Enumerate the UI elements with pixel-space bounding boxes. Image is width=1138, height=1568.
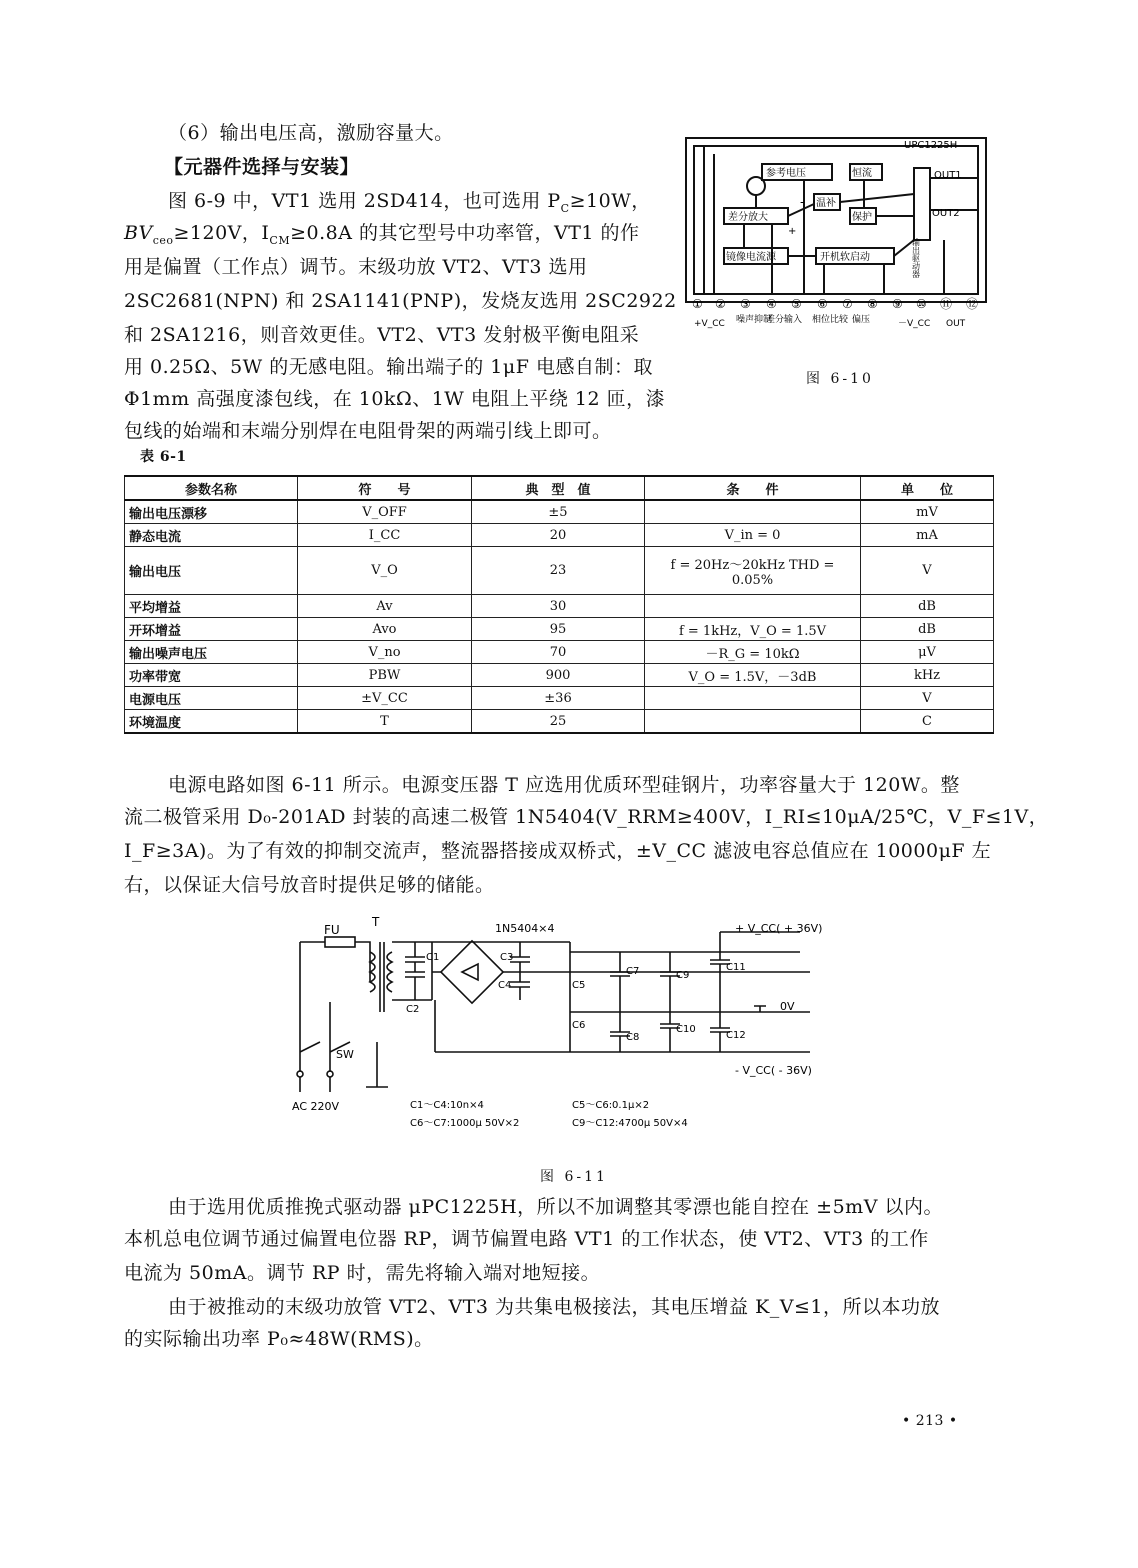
section-heading: 【元器件选择与安装】 [164, 156, 360, 178]
table-header-row [125, 476, 994, 500]
pin-5: ⑤ [791, 297, 802, 311]
cell-symbol: Av [298, 595, 472, 618]
cell-condition: －R_G = 10kΩ [645, 641, 861, 664]
cell-condition [645, 687, 861, 710]
figure-6-11-power-supply [280, 912, 860, 1134]
note-c6-c7: C6～C7:1000μ 50V×2 [410, 1118, 520, 1129]
table-row [125, 524, 994, 547]
p3-line-3: 电流为 50mA。调节 RP 时，需先将输入端对地短接。 [124, 1262, 601, 1284]
block-constant-current: 恒流 [852, 168, 872, 179]
label-c6: C6 [572, 1020, 586, 1031]
chip-label: UPC1225H [904, 140, 958, 151]
pin-label-phase: 相位比较 [812, 315, 849, 325]
label-c5: C5 [572, 980, 586, 991]
table-caption: 表 6-1 [140, 449, 187, 465]
cell-typical: 30 [472, 595, 645, 618]
text-line-8: 用 0.25Ω、5W 的无感电阻。输出端子的 1μF 电感自制：取 [124, 356, 653, 378]
label-c12: C12 [726, 1030, 746, 1041]
cell-name: 环境温度 [125, 710, 298, 734]
col-header-name: 参数名称 [125, 476, 298, 500]
cell-unit: mA [861, 524, 994, 547]
label-sw: SW [336, 1048, 354, 1061]
p2-line-4: 右，以保证大信号放音时提供足够的储能。 [124, 874, 495, 896]
p2-line-3: I_F≥3A)。为了有效的抑制交流声，整流器搭接成双桥式，±V_CC 滤波电容总值应在 10000μF 左 [124, 840, 992, 862]
cell-condition: V_O = 1.5V，－3dB [645, 664, 861, 687]
label-c10: C10 [676, 1024, 696, 1035]
cell-symbol: V_no [298, 641, 472, 664]
figure-6-10-caption: 图 6-10 [806, 371, 874, 387]
label-0v: 0V [780, 1000, 795, 1013]
out2-label: OUT2 [932, 208, 960, 219]
label-c9: C9 [676, 970, 690, 981]
block-protection: 保护 [852, 212, 872, 223]
label-c8: C8 [626, 1032, 640, 1043]
table-row [125, 641, 994, 664]
pin-label-diff-in: 差分输入 [766, 315, 803, 325]
p4-line-2: 的实际输出功率 P₀≈48W(RMS)。 [124, 1328, 434, 1350]
cell-symbol: PBW [298, 664, 472, 687]
cell-unit: C [861, 710, 994, 734]
block-soft-start: 开机软启动 [820, 252, 870, 263]
cell-unit: dB [861, 595, 994, 618]
cell-typical: ±5 [472, 500, 645, 524]
pin-3: ③ [740, 297, 751, 311]
pin-10: ⑩ [916, 297, 927, 311]
cell-typical: 23 [472, 547, 645, 595]
cell-condition: f = 1kHz，V_O = 1.5V [645, 618, 861, 641]
block-temp-comp: 温补 [816, 198, 836, 209]
table-row [125, 595, 994, 618]
table-row [125, 687, 994, 710]
plus-sign: + [788, 226, 797, 237]
figure-6-10-block-diagram [684, 134, 994, 344]
label-c2: C2 [406, 1004, 420, 1015]
text-line-10: 包线的始端和末端分别焊在电阻骨架的两端引线上即可。 [124, 420, 612, 442]
col-header-symbol: 符 号 [298, 476, 472, 500]
table-row [125, 710, 994, 734]
text-line-7: 和 2SA1216，则音效更佳。VT2、VT3 发射极平衡电阻采 [124, 324, 640, 346]
label-c7: C7 [626, 966, 640, 977]
pin-label-vcc-minus: －V_CC [898, 319, 931, 329]
out1-label: OUT1 [934, 170, 962, 181]
cell-symbol: T [298, 710, 472, 734]
cell-symbol: V_OFF [298, 500, 472, 524]
label-bridge: 1N5404×4 [495, 922, 555, 935]
cell-unit: V [861, 547, 994, 595]
table-row [125, 500, 994, 524]
label-vcc-plus: + V_CC( + 36V) [735, 922, 823, 935]
pin-1: ① [692, 297, 703, 311]
cell-unit: mV [861, 500, 994, 524]
block-ref-voltage: 参考电压 [766, 168, 806, 179]
label-c11: C11 [726, 962, 746, 973]
cell-symbol: I_CC [298, 524, 472, 547]
cell-typical: 95 [472, 618, 645, 641]
p3-line-1: 由于选用优质推挽式驱动器 μPC1225H，所以不加调整其零漂也能自控在 ±5mV 以内。 [168, 1196, 943, 1218]
pin-label-vcc-plus: +V_CC [694, 319, 725, 329]
cell-symbol: ±V_CC [298, 687, 472, 710]
note-c1-c4: C1～C4:10n×4 [410, 1100, 484, 1111]
cell-condition [645, 500, 861, 524]
label-vcc-minus: - V_CC( - 36V) [735, 1064, 812, 1077]
cell-name: 输出电压 [125, 547, 298, 595]
cell-typical: ±36 [472, 687, 645, 710]
label-c1: C1 [426, 952, 440, 963]
text-line-3: 图 6-9 中，VT1 选用 2SD414，也可选用 $P_C\ge 10W$， [168, 190, 651, 215]
note-c9-c12: C9～C12:4700μ 50V×4 [572, 1118, 688, 1129]
pin-4: ④ [766, 297, 777, 311]
block-diff-amp: 差分放大 [728, 212, 768, 223]
table-row [125, 547, 994, 595]
page-number: • 213 • [902, 1413, 958, 1429]
pin-label-out: OUT [946, 319, 966, 329]
cell-name: 输出电压漂移 [125, 500, 298, 524]
pin-8: ⑧ [867, 297, 878, 311]
pin-9: ⑨ [892, 297, 903, 311]
cell-unit: μV [861, 641, 994, 664]
cell-name: 电源电压 [125, 687, 298, 710]
cell-symbol: Avo [298, 618, 472, 641]
pin-label-bias: 偏压 [852, 315, 871, 325]
pin-7: ⑦ [842, 297, 853, 311]
block-output-driver: 输出驱动器 [911, 238, 921, 278]
col-header-unit: 单 位 [861, 476, 994, 500]
cell-name: 功率带宽 [125, 664, 298, 687]
p2-line-1: 电源电路如图 6-11 所示。电源变压器 T 应选用优质环型硅钢片，功率容量大于 120W。整 [168, 774, 960, 796]
label-ac: AC 220V [292, 1100, 340, 1113]
note-c5-c6: C5～C6:0.1μ×2 [572, 1100, 650, 1111]
cell-unit: V [861, 687, 994, 710]
cell-unit: kHz [861, 664, 994, 687]
minus-sign: - [800, 195, 805, 209]
text-line-5: 用是偏置（工作点）调节。末级功放 VT2、VT3 选用 [124, 256, 588, 278]
cell-condition: f = 20Hz～20kHz THD = 0.05% [645, 547, 861, 595]
spec-table [124, 475, 994, 734]
cell-name: 静态电流 [125, 524, 298, 547]
label-fu: FU [324, 923, 340, 937]
label-c4: C4 [498, 980, 512, 991]
table-row [125, 618, 994, 641]
figure-6-11-caption: 图 6-11 [540, 1169, 608, 1185]
pin-6: ⑥ [817, 297, 828, 311]
pin-12: ⑫ [966, 297, 979, 311]
cell-name: 输出噪声电压 [125, 641, 298, 664]
pin-label-noise: 噪声抑制 [736, 315, 773, 325]
block-current-mirror: 镜像电流源 [726, 252, 776, 263]
label-t: T [372, 915, 380, 929]
text-line-4: $BV_{ceo}\ge 120V$，$I_{CM}\ge 0.8A$ 的其它型号中功率管，VT1 的作 [124, 222, 640, 247]
cell-typical: 25 [472, 710, 645, 734]
cell-typical: 20 [472, 524, 645, 547]
p2-line-2: 流二极管采用 D₀-201AD 封装的高速二极管 1N5404(V_RRM≥400V，I_RI≤10μA/25℃，V_F≤1V， [124, 806, 1049, 828]
cell-condition: V_in = 0 [645, 524, 861, 547]
cell-condition [645, 595, 861, 618]
cell-typical: 70 [472, 641, 645, 664]
pin-2: ② [715, 297, 726, 311]
cell-typical: 900 [472, 664, 645, 687]
cell-condition [645, 710, 861, 734]
cell-name: 平均增益 [125, 595, 298, 618]
pin-11: ⑪ [940, 297, 953, 311]
cell-symbol: V_O [298, 547, 472, 595]
text-line-6: 2SC2681(NPN) 和 2SA1141(PNP)，发烧友选用 2SC2922 [124, 290, 677, 312]
label-c3: C3 [500, 952, 514, 963]
col-header-typical: 典 型 值 [472, 476, 645, 500]
p3-line-2: 本机总电位调节通过偏置电位器 RP，调节偏置电路 VT1 的工作状态，使 VT2、VT3 的工作 [124, 1228, 929, 1250]
text-line-1: （6）输出电压高，激励容量大。 [168, 122, 454, 144]
cell-unit: dB [861, 618, 994, 641]
p4-line-1: 由于被推动的末级功放管 VT2、VT3 为共集电极接法，其电压增益 K_V≤1，所以本功放 [168, 1296, 941, 1318]
col-header-condition: 条 件 [645, 476, 861, 500]
text-line-9: Φ1mm 高强度漆包线，在 10kΩ、1W 电阻上平绕 12 匝，漆 [124, 388, 666, 410]
cell-name: 开环增益 [125, 618, 298, 641]
table-row [125, 664, 994, 687]
